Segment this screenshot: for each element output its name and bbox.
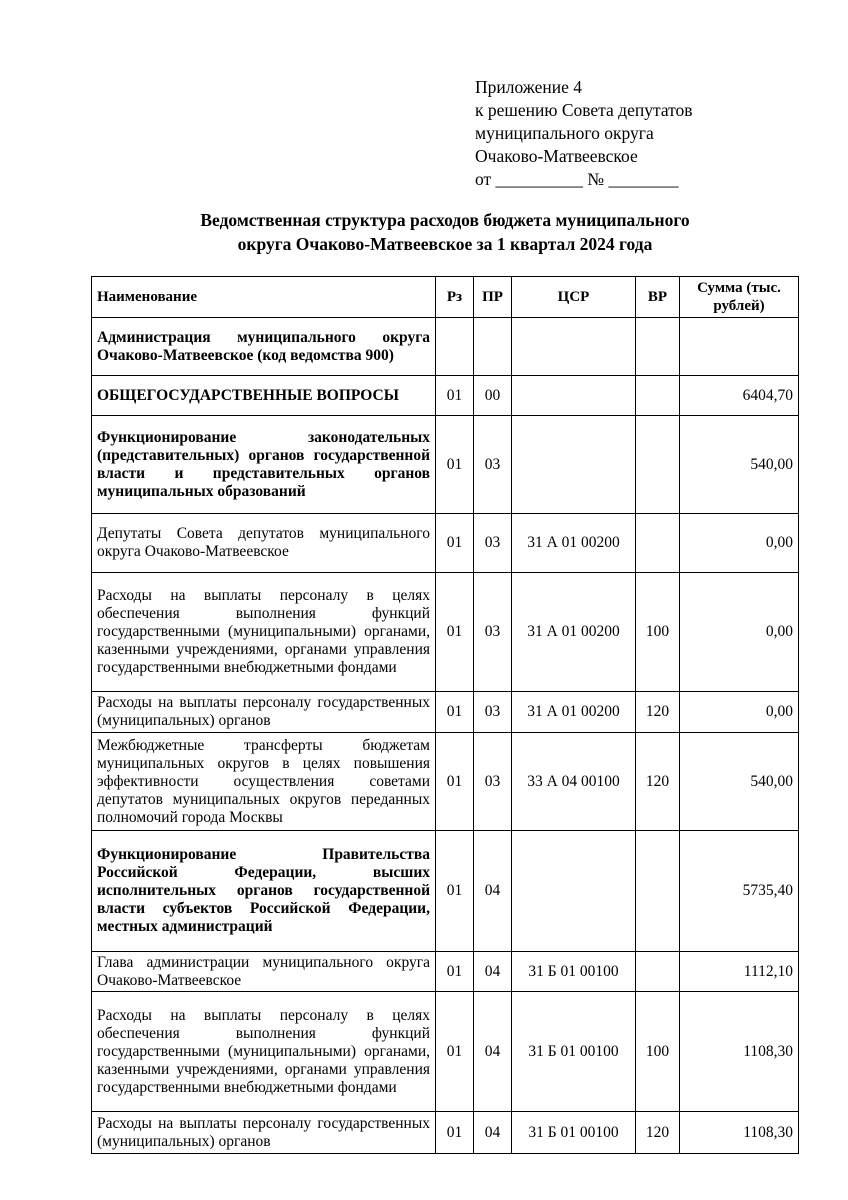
row-csr: 31 А 01 00200 (512, 692, 636, 733)
row-vr: 120 (636, 692, 680, 733)
budget-table (91, 276, 799, 1154)
header-csr: ЦСР (512, 277, 636, 318)
table-row (92, 992, 799, 1112)
table-row (92, 831, 799, 952)
row-pr (474, 318, 512, 376)
row-sum: 1108,30 (680, 992, 799, 1112)
row-name: Расходы на выплаты персоналу государственных (муниципальных) органов (92, 692, 436, 733)
row-name: Депутаты Совета депутатов муниципального округа Очаково-Матвеевское (92, 514, 436, 573)
row-name: Расходы на выплаты персоналу в целях обеспечения выполнения функций государственными (муниципальными) органами, казенными учреждениями, органами управления государственными внебюджетными фондами (92, 992, 436, 1112)
appendix-line: Очаково-Матвеевское (475, 146, 638, 166)
row-rz: 01 (436, 952, 474, 992)
row-name: Расходы на выплаты персоналу государственных (муниципальных) органов (92, 1112, 436, 1154)
row-name: Глава администрации муниципального округа Очаково-Матвеевское (92, 952, 436, 992)
row-vr (636, 416, 680, 514)
row-name: Расходы на выплаты персоналу в целях обеспечения выполнения функций государственными (муниципальными) органами, казенными учреждениями, органами управления государственными внебюджетными фондами (92, 573, 436, 692)
row-rz: 01 (436, 733, 474, 831)
table-header-row (92, 277, 799, 318)
row-csr: 31 Б 01 00100 (512, 1112, 636, 1154)
appendix-block (475, 76, 693, 191)
row-vr (636, 952, 680, 992)
row-pr: 03 (474, 692, 512, 733)
document-title (90, 208, 800, 256)
row-vr (636, 514, 680, 573)
row-name: ОБЩЕГОСУДАРСТВЕННЫЕ ВОПРОСЫ (92, 376, 436, 416)
row-name: Функционирование Правительства Российской Федерации, высших исполнительных органов государственной власти субъектов Российской Федерации, местных администраций (92, 831, 436, 952)
table-row (92, 1112, 799, 1154)
row-rz: 01 (436, 1112, 474, 1154)
row-sum: 0,00 (680, 514, 799, 573)
row-rz: 01 (436, 831, 474, 952)
table-row (92, 416, 799, 514)
row-sum: 0,00 (680, 692, 799, 733)
row-csr (512, 376, 636, 416)
row-rz: 01 (436, 992, 474, 1112)
appendix-line: Приложение 4 (475, 77, 583, 97)
table-row (92, 733, 799, 831)
appendix-line: к решению Совета депутатов (475, 100, 693, 120)
header-vr: ВР (636, 277, 680, 318)
row-rz: 01 (436, 416, 474, 514)
row-pr: 03 (474, 514, 512, 573)
row-vr: 120 (636, 733, 680, 831)
row-rz: 01 (436, 692, 474, 733)
row-vr: 100 (636, 573, 680, 692)
row-csr (512, 416, 636, 514)
row-rz: 01 (436, 376, 474, 416)
row-pr: 04 (474, 952, 512, 992)
row-pr: 03 (474, 733, 512, 831)
row-vr (636, 831, 680, 952)
row-csr: 31 А 01 00200 (512, 514, 636, 573)
header-pr: ПР (474, 277, 512, 318)
row-rz (436, 318, 474, 376)
row-sum: 1108,30 (680, 1112, 799, 1154)
row-pr: 03 (474, 416, 512, 514)
row-vr (636, 376, 680, 416)
table-row (92, 692, 799, 733)
row-sum (680, 318, 799, 376)
row-csr (512, 318, 636, 376)
table-row (92, 376, 799, 416)
row-rz: 01 (436, 514, 474, 573)
row-sum: 6404,70 (680, 376, 799, 416)
row-sum: 540,00 (680, 416, 799, 514)
row-vr (636, 318, 680, 376)
header-rz: Рз (436, 277, 474, 318)
row-pr: 04 (474, 831, 512, 952)
row-vr: 120 (636, 1112, 680, 1154)
row-rz: 01 (436, 573, 474, 692)
title-line: Ведомственная структура расходов бюджета муниципального (200, 210, 690, 230)
row-pr: 00 (474, 376, 512, 416)
table-row (92, 318, 799, 376)
row-pr: 04 (474, 1112, 512, 1154)
row-csr: 31 Б 01 00100 (512, 992, 636, 1112)
row-csr: 31 Б 01 00100 (512, 952, 636, 992)
row-sum: 1112,10 (680, 952, 799, 992)
row-pr: 03 (474, 573, 512, 692)
row-sum: 0,00 (680, 573, 799, 692)
row-vr: 100 (636, 992, 680, 1112)
table-row (92, 573, 799, 692)
row-csr: 33 А 04 00100 (512, 733, 636, 831)
row-csr (512, 831, 636, 952)
appendix-line: муниципального округа (475, 123, 654, 143)
row-pr: 04 (474, 992, 512, 1112)
row-sum: 540,00 (680, 733, 799, 831)
row-sum: 5735,40 (680, 831, 799, 952)
table-row (92, 514, 799, 573)
row-name: Межбюджетные трансферты бюджетам муниципальных округов в целях повышения эффективности осуществления советами депутатов муниципальных округов переданных полномочий города Москвы (92, 733, 436, 831)
row-name: Функционирование законодательных (представительных) органов государственной власти и представительных органов муниципальных образований (92, 416, 436, 514)
title-line: округа Очаково-Матвеевское за 1 квартал 2024 года (237, 234, 653, 254)
row-name: Администрация муниципального округа Очаково-Матвеевское (код ведомства 900) (92, 318, 436, 376)
appendix-line: от __________ № ________ (475, 169, 679, 189)
row-csr: 31 А 01 00200 (512, 573, 636, 692)
header-name: Наименование (92, 277, 436, 318)
table-row (92, 952, 799, 992)
header-sum: Сумма (тыс. рублей) (680, 277, 799, 318)
